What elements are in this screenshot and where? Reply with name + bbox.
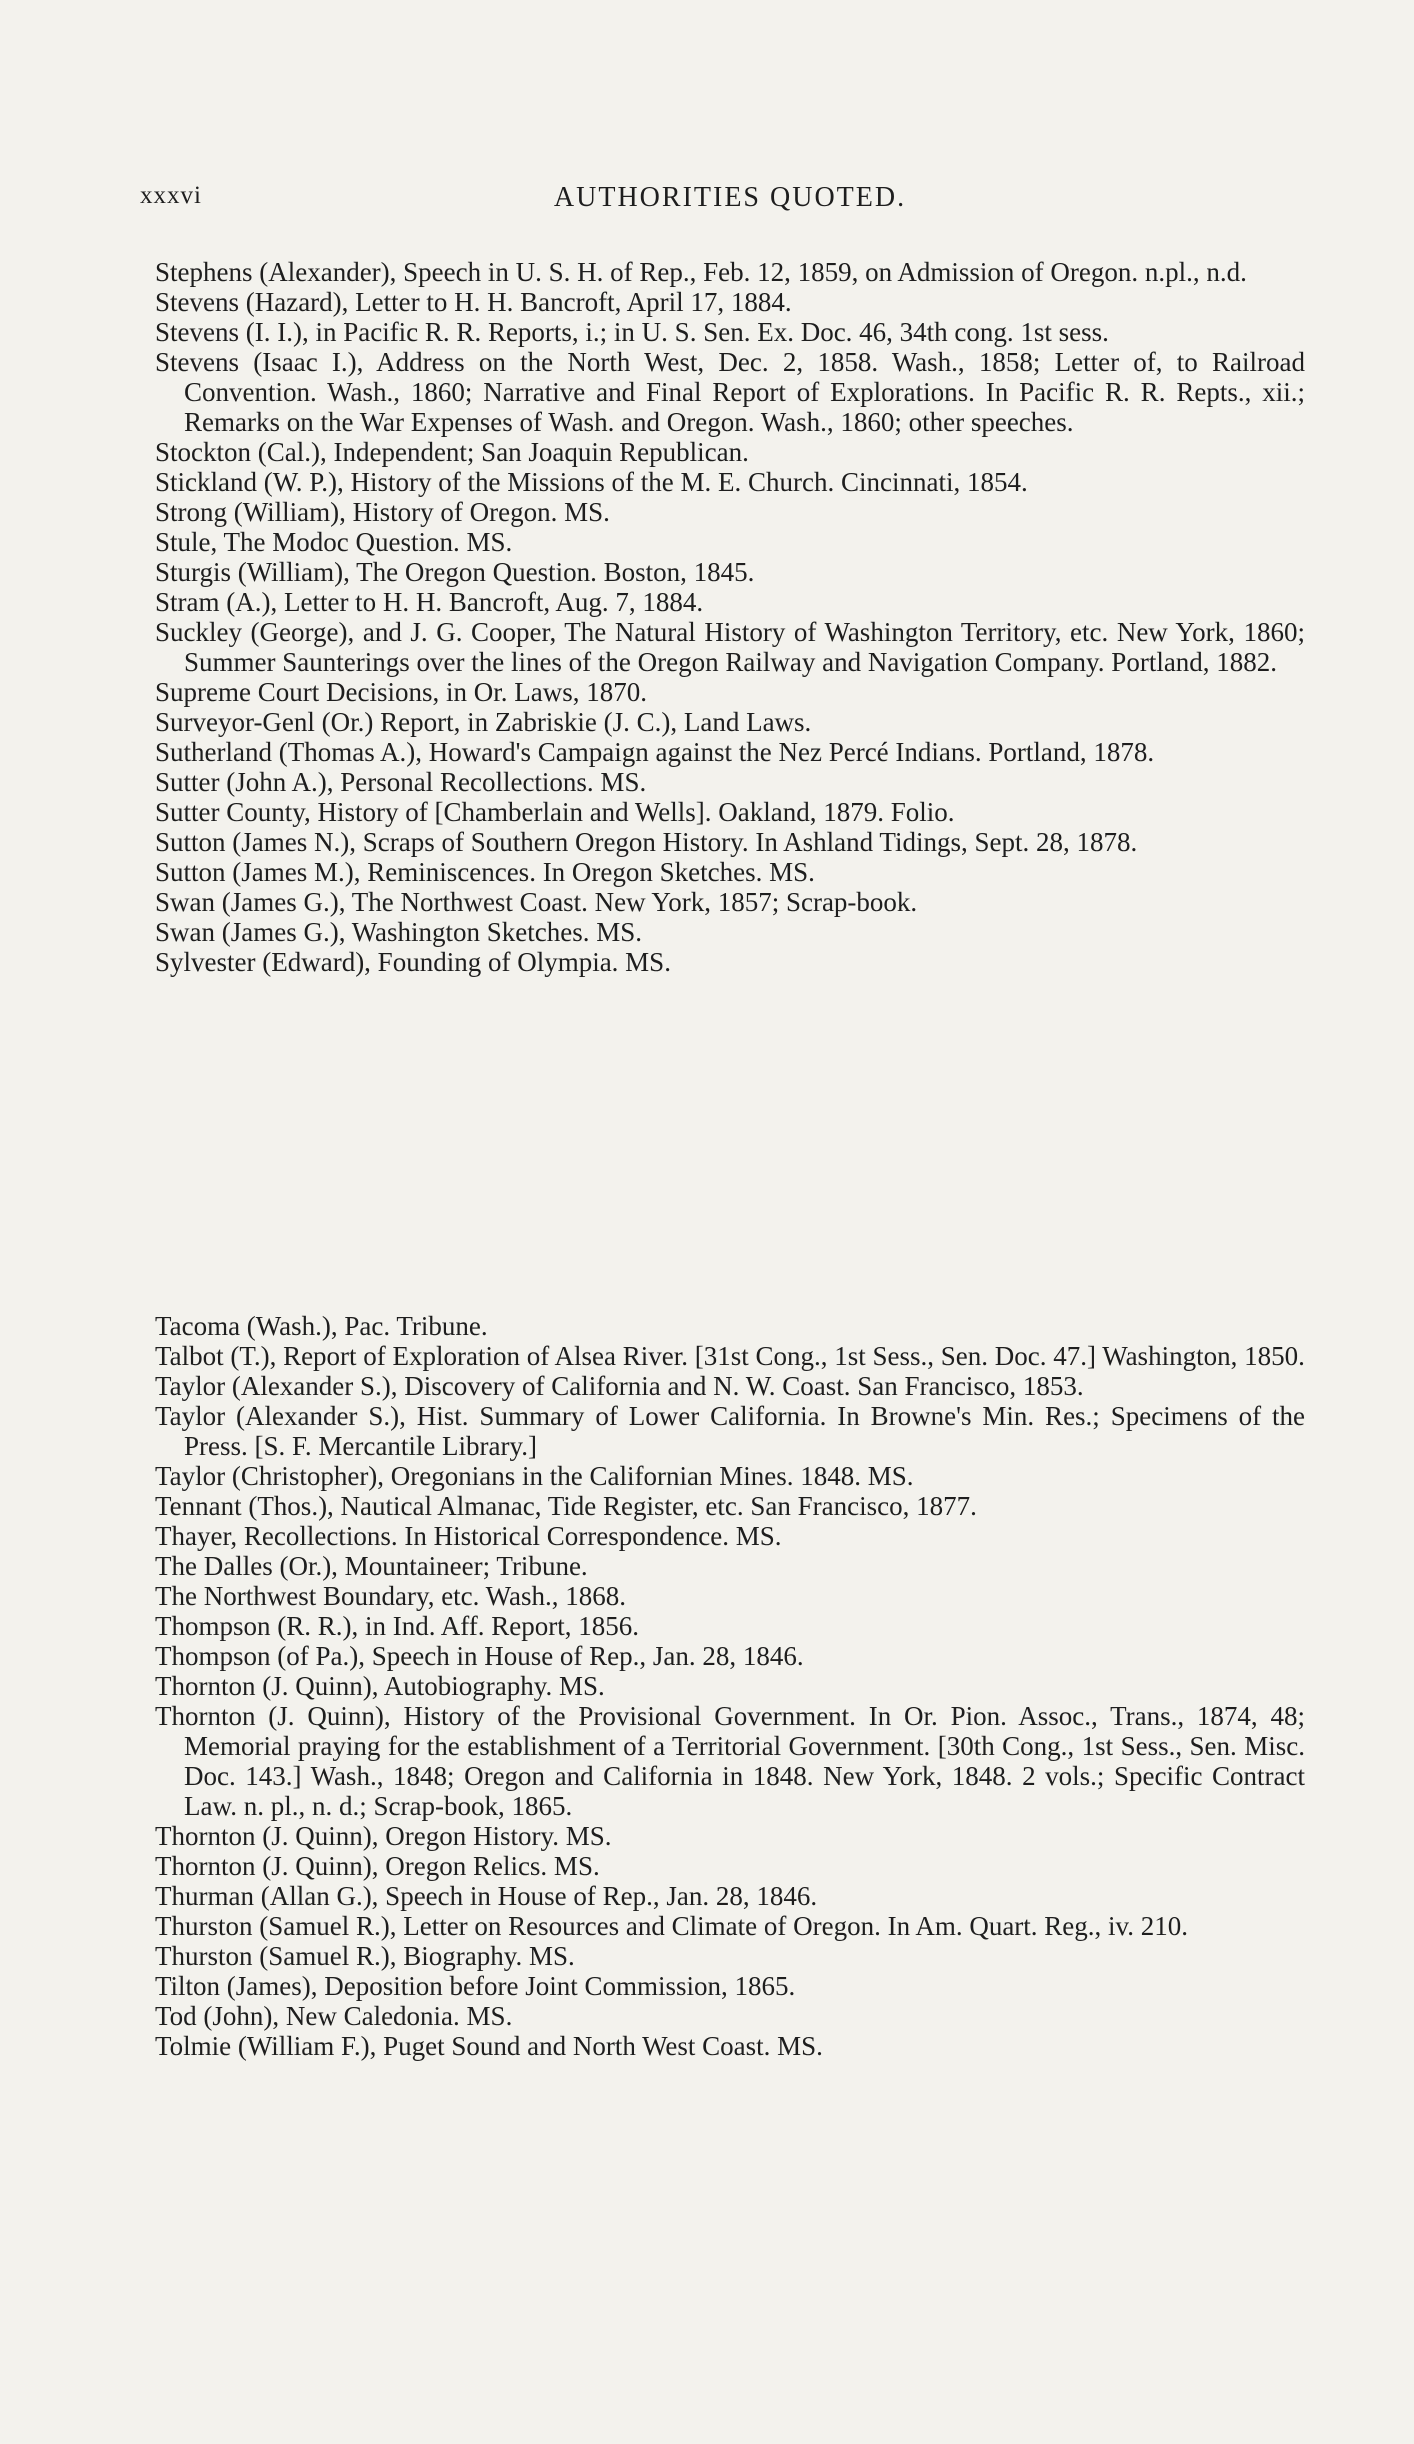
entry: Thurman (Allan G.), Speech in House of Rep., Jan. 28, 1846.: [155, 1881, 818, 1911]
entry: Supreme Court Decisions, in Or. Laws, 1870.: [155, 677, 647, 707]
entry: Sylvester (Edward), Founding of Olympia. MS.: [155, 947, 671, 977]
entry: Stevens (I. I.), in Pacific R. R. Reports, i.; in U. S. Sen. Ex. Doc. 46, 34th cong. 1st sess.: [155, 317, 1109, 347]
entry: Tilton (James), Deposition before Joint Commission, 1865.: [155, 1971, 796, 2001]
entry: Surveyor-Genl (Or.) Report, in Zabriskie (J. C.), Land Laws.: [155, 707, 812, 737]
entry: Thurston (Samuel R.), Letter on Resources and Climate of Oregon. In Am. Quart. Reg., iv. 210.: [155, 1911, 1189, 1941]
entry: Stevens (Hazard), Letter to H. H. Bancroft, April 17, 1884.: [155, 287, 792, 317]
entry: Suckley (George), and J. G. Cooper, The Natural History of Washington Territory, etc. New York, 1860; Summer Saunterings over the lines of the Oregon Railway and Navigation Company. Portland, 1882.: [155, 617, 1305, 677]
entry: Thornton (J. Quinn), Oregon Relics. MS.: [155, 1851, 600, 1881]
entry: Taylor (Christopher), Oregonians in the Californian Mines. 1848. MS.: [155, 1461, 914, 1491]
entry: Thompson (of Pa.), Speech in House of Rep., Jan. 28, 1846.: [155, 1641, 804, 1671]
entry: Sutherland (Thomas A.), Howard's Campaign against the Nez Percé Indians. Portland, 1878.: [155, 737, 1155, 767]
entry: Tolmie (William F.), Puget Sound and North West Coast. MS.: [155, 2031, 823, 2061]
running-title: AUTHORITIES QUOTED.: [553, 182, 907, 213]
entry: Tod (John), New Caledonia. MS.: [155, 2001, 513, 2031]
entry: Thayer, Recollections. In Historical Correspondence. MS.: [155, 1521, 782, 1551]
entry: Swan (James G.), Washington Sketches. MS.: [155, 917, 643, 947]
entry: Sutter (John A.), Personal Recollections. MS.: [155, 767, 647, 797]
entries-section-s: [155, 257, 1305, 977]
entry: Talbot (T.), Report of Exploration of Alsea River. [31st Cong., 1st Sess., Sen. Doc. 47.] Washington, 1850.: [155, 1341, 1305, 1371]
entry: Sutton (James M.), Reminiscences. In Oregon Sketches. MS.: [155, 857, 815, 887]
entry: Sutton (James N.), Scraps of Southern Oregon History. In Ashland Tidings, Sept. 28, 1878.: [155, 827, 1138, 857]
entry: Stockton (Cal.), Independent; San Joaquin Republican.: [155, 437, 749, 467]
entry: The Dalles (Or.), Mountaineer; Tribune.: [155, 1551, 588, 1581]
entry: Thompson (R. R.), in Ind. Aff. Report, 1856.: [155, 1611, 639, 1641]
entry: Strong (William), History of Oregon. MS.: [155, 497, 610, 527]
entry: Thornton (J. Quinn), History of the Provisional Government. In Or. Pion. Assoc., Trans., 1874, 48; Memorial praying for the establishment of a Territorial Government. [30th Cong., 1st Sess., Sen. Misc. Doc. 143.] Wash., 1848; Oregon and California in 1848. New York, 1848. 2 vols.; Specific Contract Law. n. pl., n. d.; Scrap-book, 1865.: [155, 1701, 1305, 1821]
entry: Tennant (Thos.), Nautical Almanac, Tide Register, etc. San Francisco, 1877.: [155, 1491, 977, 1521]
entry: Sturgis (William), The Oregon Question. Boston, 1845.: [155, 557, 755, 587]
entry: Thornton (J. Quinn), Autobiography. MS.: [155, 1671, 605, 1701]
entry: Thornton (J. Quinn), Oregon History. MS.: [155, 1821, 612, 1851]
entry: Stickland (W. P.), History of the Missions of the M. E. Church. Cincinnati, 1854.: [155, 467, 1028, 497]
entry: The Northwest Boundary, etc. Wash., 1868.: [155, 1581, 626, 1611]
entry: Stule, The Modoc Question. MS.: [155, 527, 513, 557]
entries-section-t: [155, 1311, 1305, 2061]
page-header: [140, 182, 1320, 222]
entry: Tacoma (Wash.), Pac. Tribune.: [155, 1311, 488, 1341]
entry: Sutter County, History of [Chamberlain and Wells]. Oakland, 1879. Folio.: [155, 797, 955, 827]
entry: Swan (James G.), The Northwest Coast. New York, 1857; Scrap-book.: [155, 887, 918, 917]
entry: Taylor (Alexander S.), Hist. Summary of Lower California. In Browne's Min. Res.; Specimens of the Press. [S. F. Mercantile Library.]: [155, 1401, 1305, 1461]
entry: Stram (A.), Letter to H. H. Bancroft, Aug. 7, 1884.: [155, 587, 704, 617]
entry: Stephens (Alexander), Speech in U. S. H. of Rep., Feb. 12, 1859, on Admission of Oregon. n.pl., n.d.: [155, 257, 1247, 287]
entry: Taylor (Alexander S.), Discovery of California and N. W. Coast. San Francisco, 1853.: [155, 1371, 1084, 1401]
page-number: xxxvi: [140, 182, 202, 209]
entry: Stevens (Isaac I.), Address on the North West, Dec. 2, 1858. Wash., 1858; Letter of, to Railroad Convention. Wash., 1860; Narrative and Final Report of Explorations. In Pacific R. R. Repts., xii.; Remarks on the War Expenses of Wash. and Oregon. Wash., 1860; other speeches.: [155, 347, 1305, 437]
entry: Thurston (Samuel R.), Biography. MS.: [155, 1941, 575, 1971]
